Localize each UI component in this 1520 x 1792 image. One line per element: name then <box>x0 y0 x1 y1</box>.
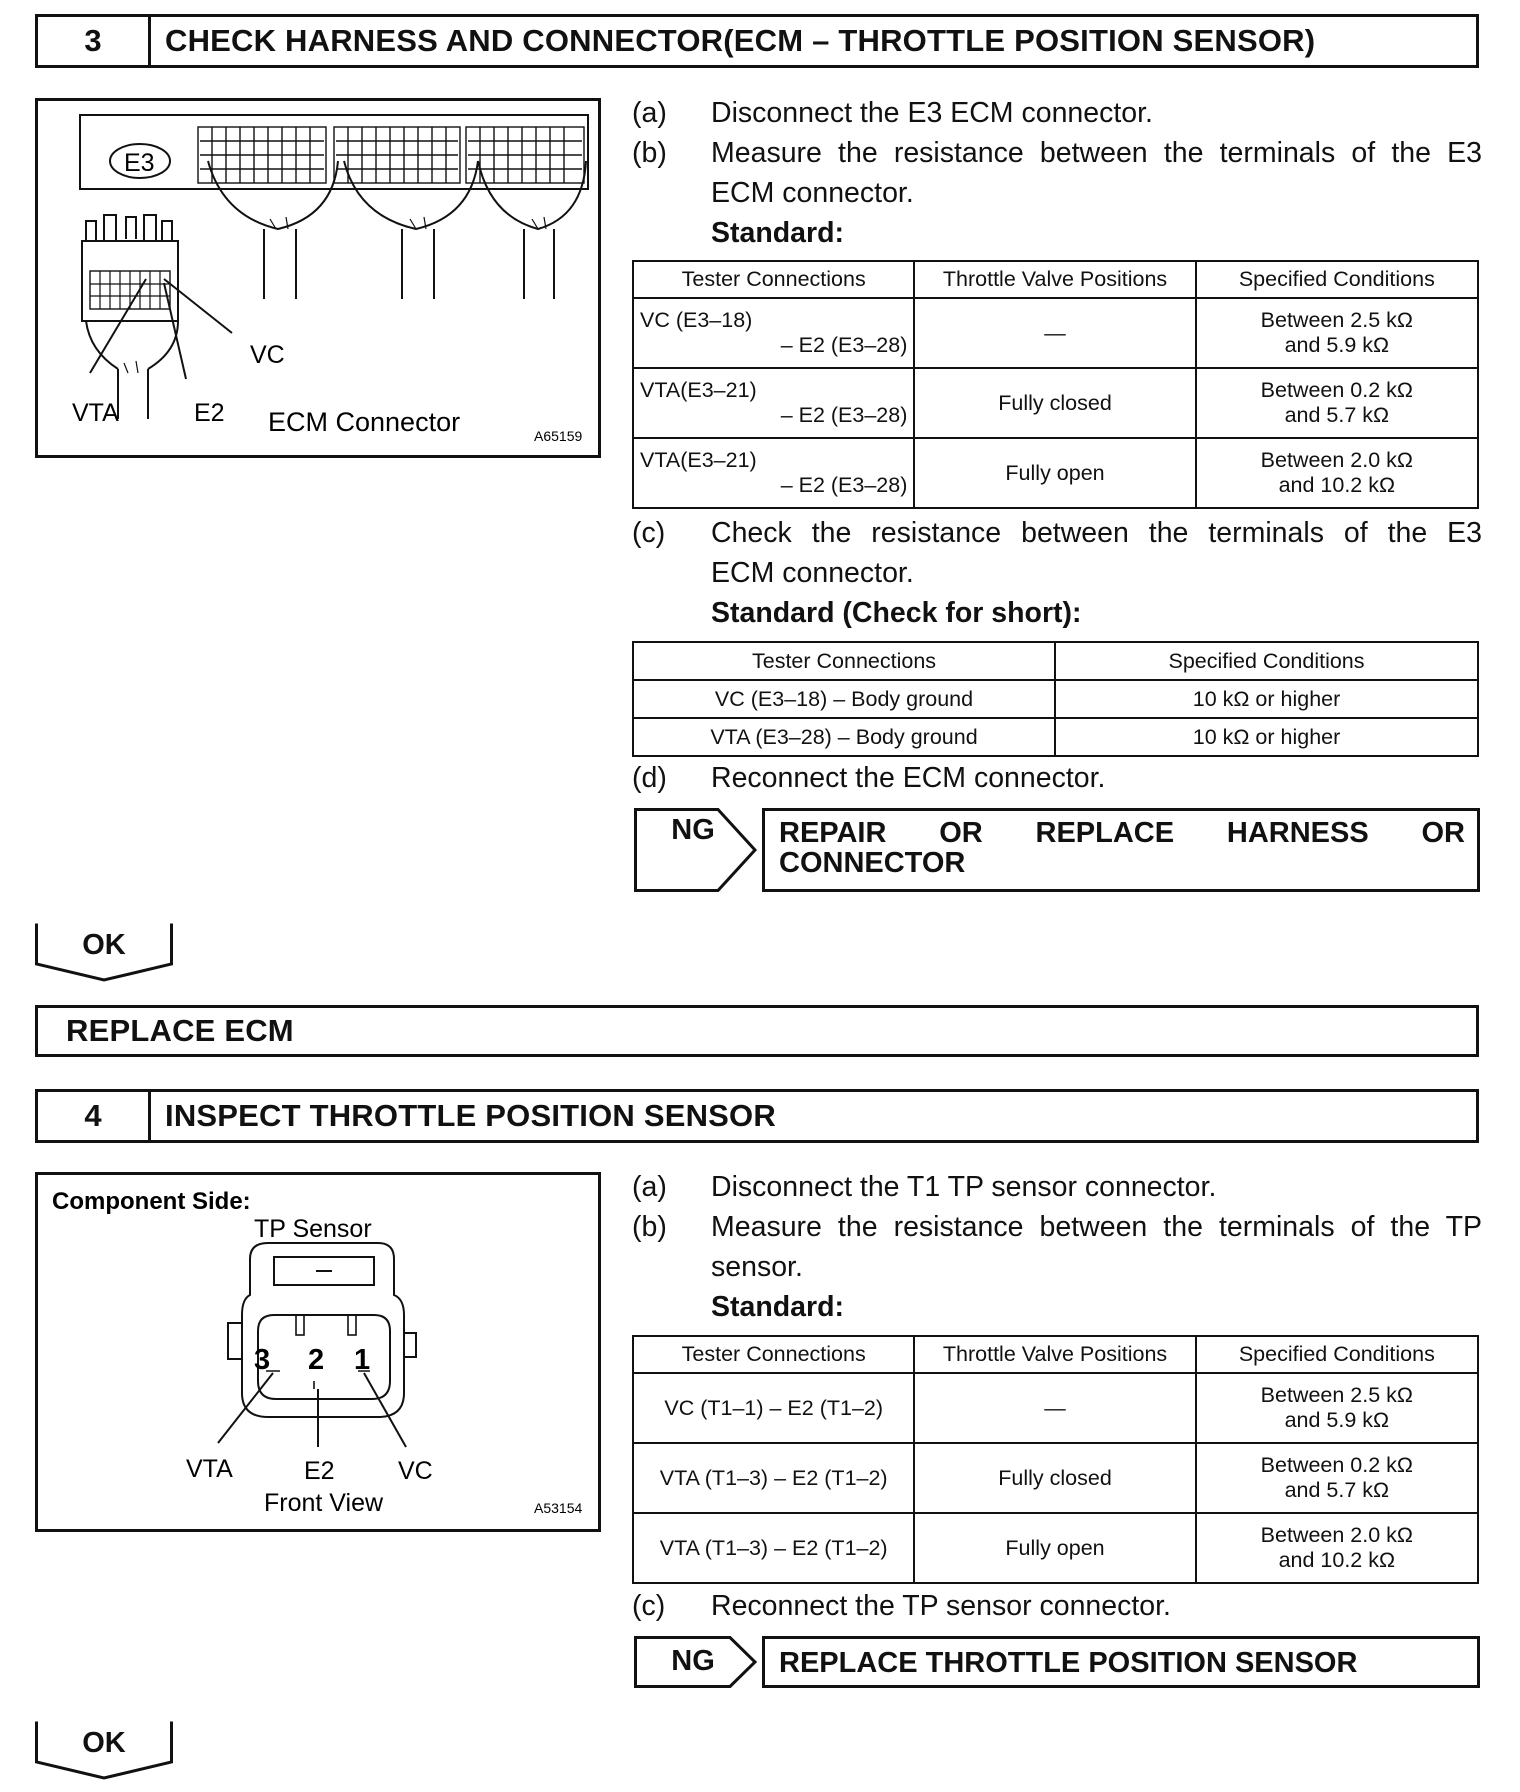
step-label: (b) <box>632 1211 667 1243</box>
table-cell: Between 0.2 kΩ <box>1260 378 1413 402</box>
tp-sensor-figure <box>35 1172 601 1532</box>
step-text: Disconnect the T1 TP sensor connector. <box>711 1171 1217 1203</box>
ng-action-word: HARNESS <box>1226 817 1369 849</box>
step3-title: CHECK HARNESS AND CONNECTOR(ECM – THROTTLE POSITION SENSOR) <box>165 23 1316 58</box>
table-cell: Between 2.0 kΩ <box>1260 448 1413 472</box>
table-header: Throttle Valve Positions <box>914 1336 1195 1373</box>
table-cell: and 5.9 kΩ <box>1284 1408 1390 1432</box>
tp-sensor-label: TP Sensor <box>254 1215 372 1243</box>
table-cell: VC (T1–1) – E2 (T1–2) <box>633 1373 914 1443</box>
step4-ok-tag <box>35 1720 173 1780</box>
step4-number: 4 <box>38 1092 151 1140</box>
ng-action-word: OR <box>1421 817 1465 849</box>
ng-action-box <box>762 808 1480 892</box>
table-cell: VTA (T1–3) – E2 (T1–2) <box>633 1513 914 1583</box>
ok-label: OK <box>82 929 126 961</box>
step-label: (a) <box>632 1171 667 1203</box>
ecm-connector-caption: ECM Connector <box>268 407 461 437</box>
step3-ng-result <box>634 808 1480 892</box>
figure-code: A65159 <box>534 428 583 444</box>
pin-2-label: 2 <box>308 1344 325 1376</box>
step-text: Reconnect the ECM connector. <box>711 762 1106 794</box>
step-label: (a) <box>632 97 667 129</box>
ng-action-line: REPLACE THROTTLE POSITION SENSOR <box>779 1647 1358 1679</box>
pin-1-label: 1 <box>354 1344 371 1376</box>
component-side-heading: Component Side: <box>52 1188 251 1215</box>
table-row <box>633 1513 1478 1583</box>
vta-pin-label: VTA <box>72 399 119 427</box>
table-header-row <box>633 261 1478 298</box>
ecm-connector-figure <box>35 98 601 458</box>
step3-short-table <box>632 641 1479 757</box>
step3-number: 3 <box>38 17 151 65</box>
e2-pin-label: E2 <box>304 1457 335 1485</box>
step3-ok-tag <box>35 922 173 982</box>
step-text: Reconnect the TP sensor connector. <box>711 1590 1171 1622</box>
step-label: (c) <box>632 517 666 549</box>
table-cell: Between 2.5 kΩ <box>1260 308 1413 332</box>
table-cell: Fully open <box>914 1513 1195 1583</box>
step-text: sensor. <box>711 1251 803 1283</box>
table-header: Tester Connections <box>633 261 914 298</box>
table-header: Tester Connections <box>633 1336 914 1373</box>
table-row <box>633 438 1478 508</box>
table-header: Specified Conditions <box>1196 261 1478 298</box>
table-cell: and 5.7 kΩ <box>1284 403 1390 427</box>
pin-3-label: 3 <box>254 1344 271 1376</box>
table-header-row <box>633 642 1478 680</box>
ecm-connector-drawing <box>38 101 598 455</box>
table-row <box>633 298 1478 368</box>
ng-label: NG <box>671 814 715 846</box>
step-text: Measure the resistance between the terminals of the TP <box>711 1211 1482 1243</box>
table-cell: and 5.7 kΩ <box>1284 1478 1390 1502</box>
table-cell: VC (E3–18) <box>640 308 753 332</box>
step-text: Measure the resistance between the terminals of the E3 <box>711 137 1482 169</box>
table-row <box>633 1373 1478 1443</box>
step-text: Check the resistance between the terminals of the E3 <box>711 517 1482 549</box>
table-cell: Fully closed <box>914 1443 1195 1513</box>
table-cell: – E2 (E3–28) <box>780 333 908 357</box>
table-header: Tester Connections <box>633 642 1055 680</box>
table-cell: 10 kΩ or higher <box>1055 680 1478 718</box>
vc-pin-label: VC <box>398 1457 433 1485</box>
table-cell: Between 0.2 kΩ <box>1260 1453 1413 1477</box>
step-text: ECM connector. <box>711 557 914 589</box>
ng-action-box <box>762 1636 1480 1688</box>
tp-sensor-drawing <box>38 1175 598 1529</box>
step-text: ECM connector. <box>711 177 914 209</box>
table-header: Specified Conditions <box>1196 1336 1478 1373</box>
figure-code: A53154 <box>534 1500 583 1516</box>
step4-ng-result <box>634 1636 1480 1688</box>
step-label: (b) <box>632 137 667 169</box>
step4-title: INSPECT THROTTLE POSITION SENSOR <box>165 1098 776 1133</box>
table-header: Specified Conditions <box>1055 642 1478 680</box>
table-cell: – E2 (E3–28) <box>780 473 908 497</box>
table-header-row <box>633 1336 1478 1373</box>
table-cell: — <box>914 298 1195 368</box>
table-cell: — <box>914 1373 1195 1443</box>
ng-tag <box>634 808 756 892</box>
table-cell: VTA(E3–21) <box>640 378 757 402</box>
step3-resistance-table <box>632 260 1479 509</box>
ng-tag <box>634 1636 756 1688</box>
table-cell: and 5.9 kΩ <box>1284 333 1390 357</box>
ng-action-word: OR <box>939 817 983 849</box>
step4-header <box>35 1089 1479 1143</box>
connector-id-label: E3 <box>124 149 155 177</box>
table-cell: Between 2.5 kΩ <box>1260 1383 1413 1407</box>
table-cell: VTA (E3–28) – Body ground <box>633 718 1055 756</box>
table-cell: – E2 (E3–28) <box>780 403 908 427</box>
table-cell: VTA(E3–21) <box>640 448 757 472</box>
ng-label: NG <box>671 1645 715 1677</box>
table-cell: 10 kΩ or higher <box>1055 718 1478 756</box>
step-label: (c) <box>632 1590 666 1622</box>
table-cell: VTA (T1–3) – E2 (T1–2) <box>633 1443 914 1513</box>
step-label: (d) <box>632 762 667 794</box>
result-text: REPLACE ECM <box>66 1013 294 1048</box>
ng-action-line: CONNECTOR <box>779 847 966 879</box>
table-cell: Between 2.0 kΩ <box>1260 1523 1413 1547</box>
table-cell: and 10.2 kΩ <box>1278 473 1396 497</box>
e2-pin-label: E2 <box>194 399 225 427</box>
table-row <box>633 368 1478 438</box>
replace-ecm-result <box>35 1005 1479 1057</box>
table-header: Throttle Valve Positions <box>914 261 1195 298</box>
table-row <box>633 1443 1478 1513</box>
table-cell: and 10.2 kΩ <box>1278 1548 1396 1572</box>
vta-pin-label: VTA <box>186 1455 233 1483</box>
vc-pin-label: VC <box>250 341 285 369</box>
step3-header <box>35 14 1479 68</box>
ng-action-word: REPAIR <box>779 817 887 849</box>
table-row <box>633 680 1478 718</box>
ng-action-word: REPLACE <box>1035 817 1175 849</box>
table-row <box>633 718 1478 756</box>
ok-label: OK <box>82 1727 126 1759</box>
step-text: Disconnect the E3 ECM connector. <box>711 97 1153 129</box>
table-cell: Fully open <box>914 438 1195 508</box>
table-cell: Fully closed <box>914 368 1195 438</box>
front-view-caption: Front View <box>264 1489 384 1517</box>
step4-resistance-table <box>632 1335 1479 1584</box>
table-cell: VC (E3–18) – Body ground <box>633 680 1055 718</box>
